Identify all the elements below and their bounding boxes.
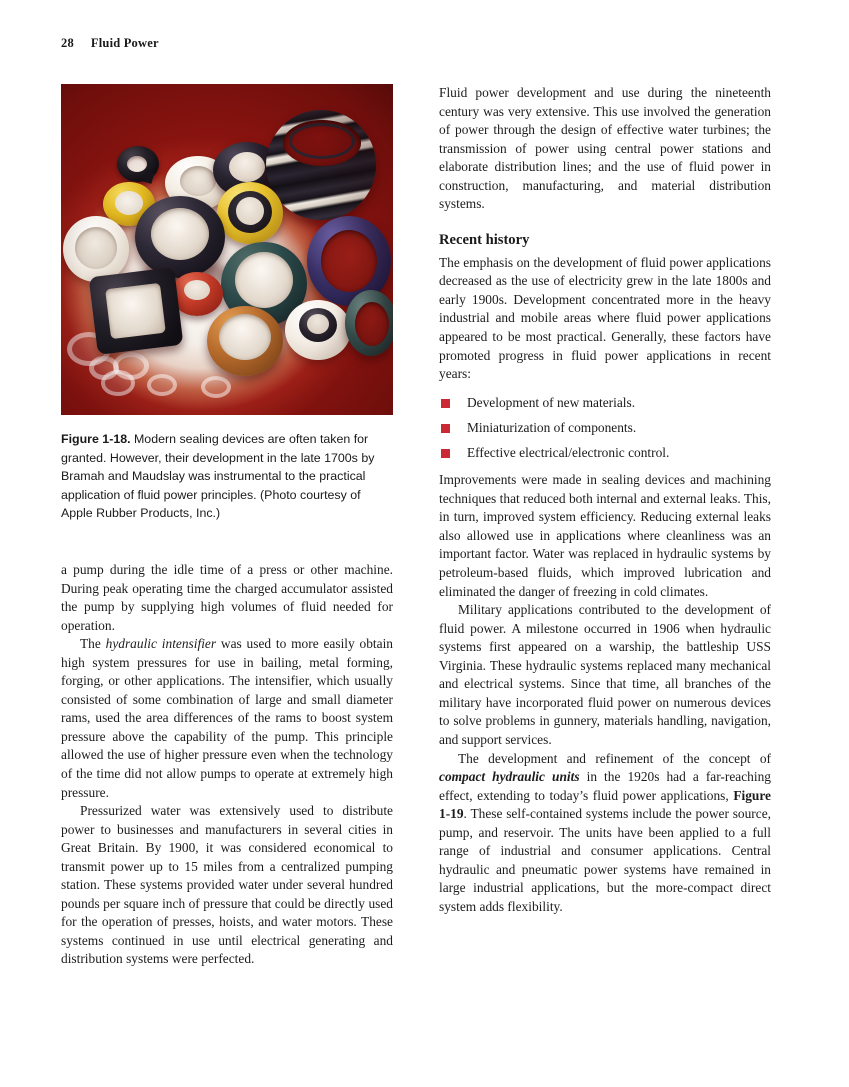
right-column-text [439,84,771,916]
list-item-label: Development of new materials. [467,394,636,410]
photo-vignette [61,84,393,415]
book-title: Fluid Power [90,36,159,50]
section-heading-recent-history: Recent history [439,231,530,248]
figure-caption-text: Modern sealing devices are often taken for granted. However, their development in the late 1700s by Bramah and Maudslay was instrumental to the practical application of fluid power principles. (Photo courtesy of Apple Rubber Products, Inc.) [61,432,375,521]
term-compact-hydraulic-units: compact hydraulic units [439,769,580,785]
right-column-intro [439,84,771,214]
paragraph-nineteenth-century: Fluid power development and use during the nineteenth century was very extensive. This use involved the generation of power through the design of effective water turbines; the transmission of power using central power stations and elaborate distribution lines; and the use of fluid power in construction, manufacturing, and material distribution systems. [439,85,771,212]
list-item-label: Miniaturization of components. [467,419,637,435]
list-item [439,444,771,463]
paragraph-emphasis-decline: The emphasis on the development of fluid power applications decreased as the use of electricity grew in the late 1800s and early 1900s. Development concentrated more in the heavy industrial and mobile areas where fluid power applications appeared to be most practical. Generally, these factors have promoted progress in fluid power applications in recent years: [439,254,771,382]
left-column-top [61,84,393,523]
paragraph-hydraulic-intensifier [61,635,393,802]
figure-caption [61,430,393,523]
paragraph-accumulator: a pump during the idle time of a press or other machine. During peak operating time the charged accumulator assisted the pump by supplying high volumes of fluid needed for operation. [61,562,393,633]
right-column-body [439,471,771,916]
paragraph-military-applications: Military applications contributed to the development of fluid power. A milestone occurred in 1906 when hydraulic systems first appeared on a warship, the battleship USS Virginia. These hydraulic systems replaced many mechanical and electrical systems. Since that time, all branches of the military have incorporated fluid power on numerous devices to solve problems in gunnery, materials handling, navigation, and support services. [439,602,771,747]
progress-factors-list [439,394,771,463]
list-item [439,394,771,413]
left-column-text [61,561,393,969]
para-lead-in: The [80,636,106,652]
paragraph-pressurized-water: Pressurized water was extensively used to distribute power to businesses and manufacturers in several cities in Great Britain. By 1900, it was considered economical to transmit power up to 15 miles from a centralized pumping station. These systems provided water under several hundred pounds per square inch of pressure that could be directly used for the operation of presses, hoists, and water motors. These systems continued in use until electrical generating and distribution systems were perfected. [61,803,393,967]
final-para-part3: . These self-contained systems include the power source, pump, and reservoir. The units have been applied to a full range of industrial and consumer applications. Central hydraulic and pneumatic power systems have remained in large industrial applications, but the more-compact direct system adds flexibility. [439,806,771,914]
final-para-part2: in the 1920s had a far-reaching effect, extending to today’s fluid power applications, [439,769,771,803]
list-item-label: Effective electrical/electronic control. [467,444,670,460]
bullet-square-icon [441,424,450,433]
final-para-part1: The development and refinement of the concept of [458,750,771,766]
running-head [61,36,159,51]
bullet-square-icon [441,399,450,408]
figure-reference-1-19: Figure 1-19 [439,787,771,822]
photo-of-sealing-devices [61,84,393,415]
term-hydraulic-intensifier: hydraulic intensifier [105,636,217,652]
figure-1-18 [61,84,393,523]
page-number: 28 [61,36,74,50]
right-column-after-heading [439,254,771,384]
list-item [439,419,771,438]
bullet-square-icon [441,449,450,458]
paragraph-improvements-sealing: Improvements were made in sealing devices and machining techniques that reduced both internal and external leaks. This, in turn, improved system efficiency. Reducing external leaks also allowed use in applications where cleanliness was an important factor. Water was replaced in hydraulic systems by petroleum-based fluids, which improved lubrication and eliminated the danger of freezing in cold climates. [439,472,771,599]
para-continued: was used to more easily obtain high system pressures for use in bailing, metal forming, forging, or other applications. The intensifier, which usually consisted of some combination of large and small diameter rams, used the area differences of the rams to boost system pressure above the capability of the pump. This principle allowed the use of higher pressure even when the technology of the time did not allow pumps to operate at extremely high pressure. [61,636,393,800]
figure-number: Figure 1-18. [61,432,131,446]
paragraph-compact-hydraulic-units [439,750,771,917]
